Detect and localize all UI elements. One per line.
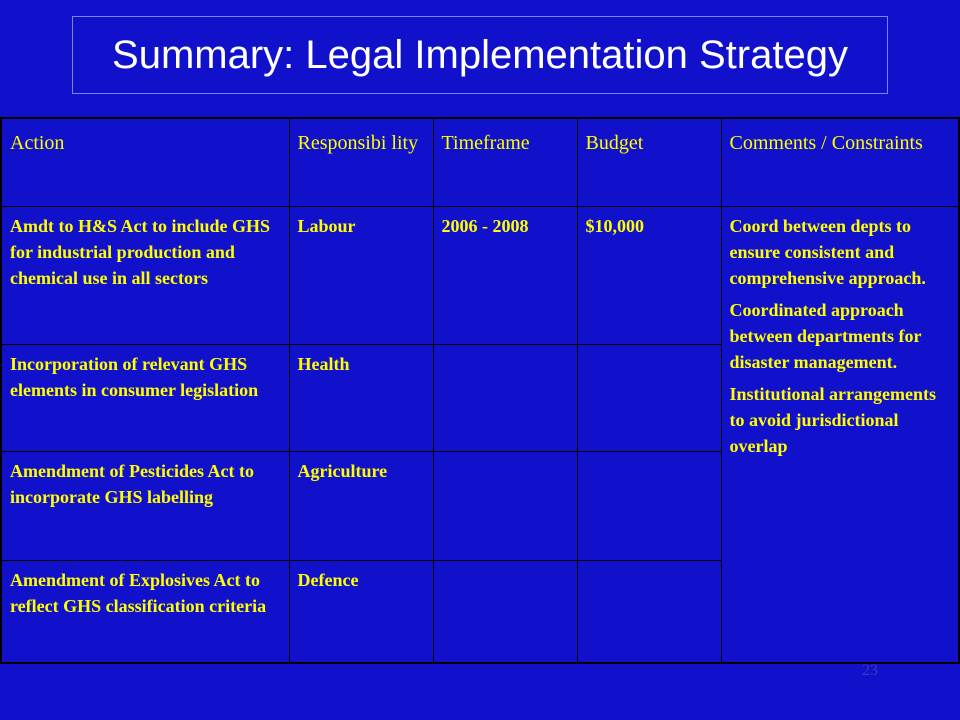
cell-timeframe [433, 560, 577, 663]
cell-responsibility: Labour [289, 206, 433, 344]
strategy-table [0, 117, 960, 664]
comment-2: Coordinated approach between departments for disaster management. [729, 299, 922, 372]
cell-responsibility: Defence [289, 560, 433, 663]
cell-timeframe [433, 451, 577, 560]
cell-timeframe [433, 344, 577, 451]
cell-budget: $10,000 [577, 206, 721, 344]
cell-action: Amendment of Pesticides Act to incorporate GHS labelling [1, 451, 289, 560]
header-responsibility: Responsibi lity [289, 118, 433, 206]
header-comments: Comments / Constraints [721, 118, 959, 206]
cell-comments [721, 206, 959, 663]
title-box [72, 16, 888, 94]
cell-budget [577, 451, 721, 560]
header-budget: Budget [577, 118, 721, 206]
comment-3: Institutional arrangements to avoid jurisdictional overlap [729, 384, 936, 457]
table-row [1, 206, 959, 344]
cell-action: Amdt to H&S Act to include GHS for industrial production and chemical use in all sectors [1, 206, 289, 344]
cell-responsibility: Health [289, 344, 433, 451]
cell-budget [577, 560, 721, 663]
header-action: Action [1, 118, 289, 206]
comment-1: Coord between depts to ensure consistent and comprehensive approach. [729, 215, 926, 288]
cell-timeframe: 2006 - 2008 [433, 206, 577, 344]
page-number: 23 [862, 662, 878, 679]
cell-action: Amendment of Explosives Act to reflect GHS classification criteria [1, 560, 289, 663]
cell-action: Incorporation of relevant GHS elements in consumer legislation [1, 344, 289, 451]
header-timeframe: Timeframe [433, 118, 577, 206]
cell-budget [577, 344, 721, 451]
slide-title: Summary: Legal Implementation Strategy [112, 32, 848, 77]
cell-responsibility: Agriculture [289, 451, 433, 560]
table-header-row [1, 118, 959, 206]
